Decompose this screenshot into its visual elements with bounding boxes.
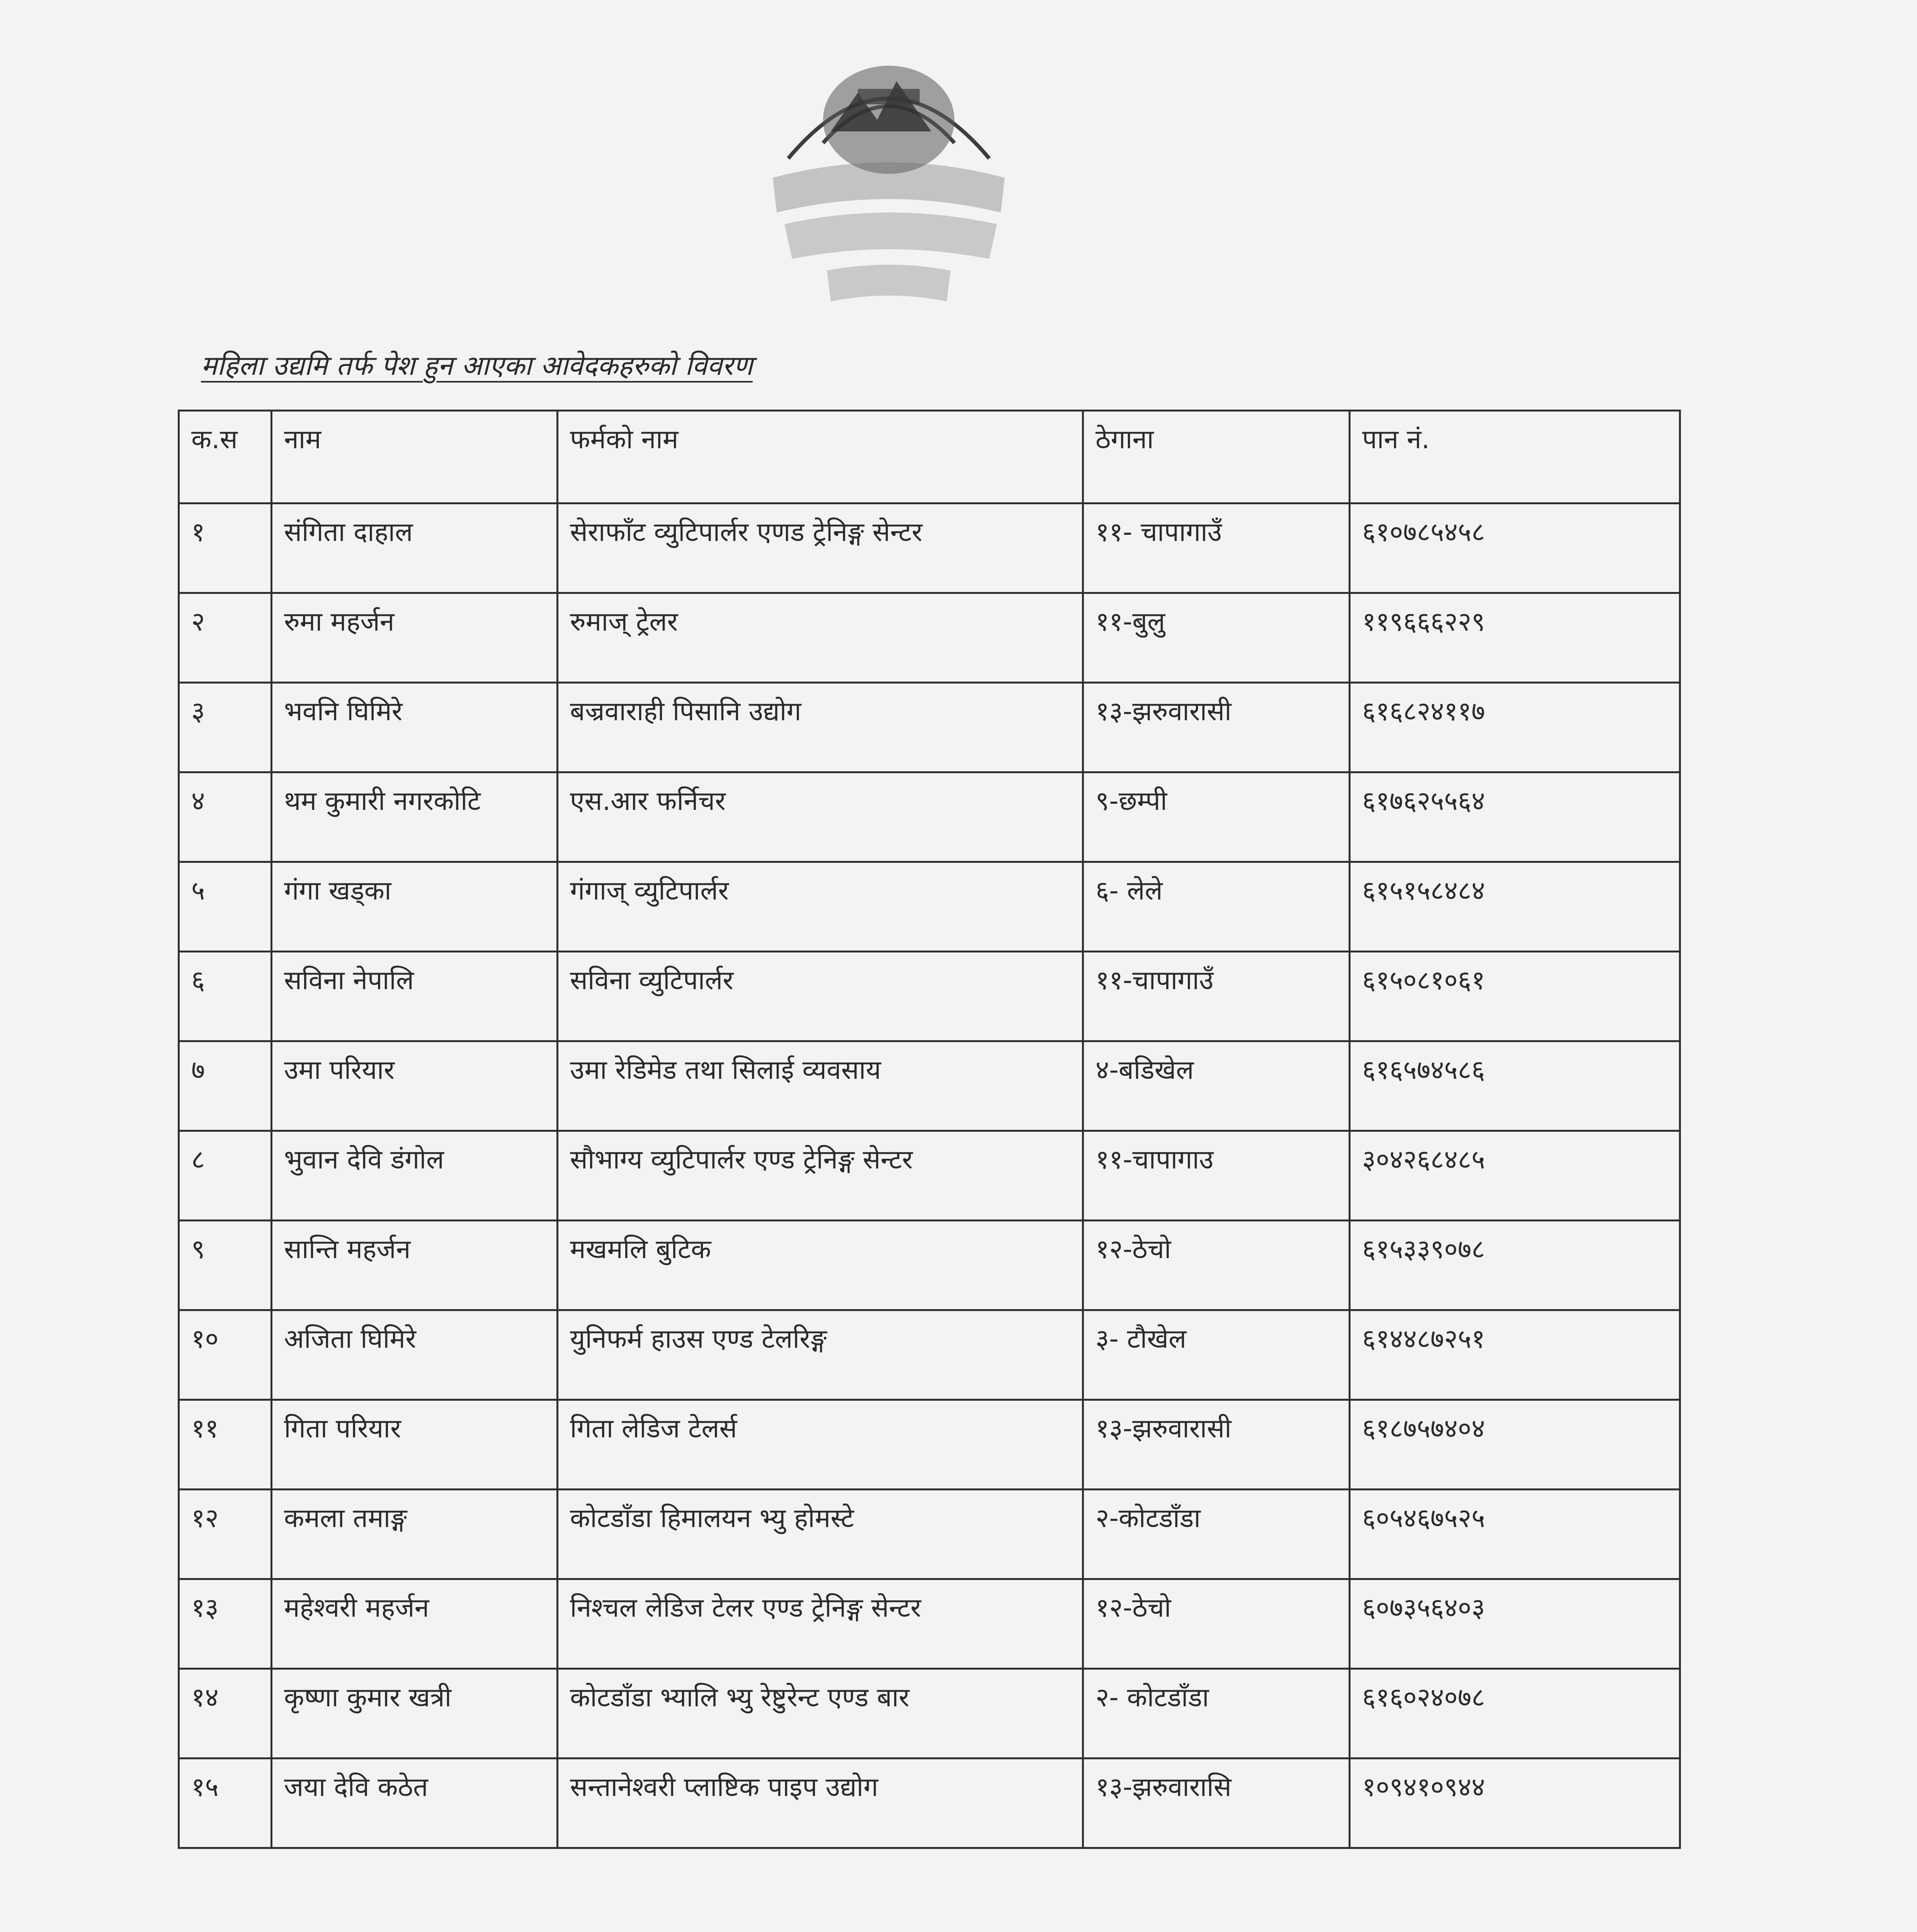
cell-name: भवनि घिमिरे — [272, 683, 558, 772]
cell-firm-name: मखमलि बुटिक — [558, 1221, 1083, 1310]
cell-address: २- कोटडाँडा — [1083, 1669, 1350, 1759]
cell-address: १२-ठेचो — [1083, 1579, 1350, 1669]
cell-sn: १२ — [179, 1490, 272, 1579]
cell-address: ६- लेले — [1083, 862, 1350, 952]
cell-sn: ७ — [179, 1041, 272, 1131]
table-row — [179, 772, 1680, 862]
cell-pan-number: ६१६०२४०७८ — [1350, 1669, 1680, 1759]
cell-address: ९-छम्पी — [1083, 772, 1350, 862]
cell-address: ११-चापागाउँ — [1083, 952, 1350, 1041]
cell-pan-number: ६१८७५७४०४ — [1350, 1400, 1680, 1490]
cell-firm-name: सेराफाँट व्युटिपार्लर एणड ट्रेनिङ्ग सेन्टर — [558, 503, 1083, 593]
cell-sn: ५ — [179, 862, 272, 952]
header-address: ठेगाना — [1083, 411, 1350, 503]
cell-firm-name: कोटडाँडा भ्यालि भ्यु रेष्टुरेन्ट एण्ड बार — [558, 1669, 1083, 1759]
cell-pan-number: ६१५१५८४८४ — [1350, 862, 1680, 952]
cell-address: १३-झरुवारासि — [1083, 1759, 1350, 1848]
table-row — [179, 1669, 1680, 1759]
cell-firm-name: निश्चल लेडिज टेलर एण्ड ट्रेनिङ्ग सेन्टर — [558, 1579, 1083, 1669]
cell-sn: २ — [179, 593, 272, 683]
cell-sn: १ — [179, 503, 272, 593]
cell-name: भुवान देवि डंगोल — [272, 1131, 558, 1221]
cell-sn: १० — [179, 1310, 272, 1400]
cell-address: १३-झरुवारासी — [1083, 683, 1350, 772]
header-pan-number: पान नं. — [1350, 411, 1680, 503]
cell-sn: ८ — [179, 1131, 272, 1221]
cell-firm-name: बज्रवाराही पिसानि उद्योग — [558, 683, 1083, 772]
women-entrepreneur-table-body — [179, 411, 1680, 1848]
table-row — [179, 1221, 1680, 1310]
cell-pan-number: ६१५०८१०६१ — [1350, 952, 1680, 1041]
cell-sn: १३ — [179, 1579, 272, 1669]
cell-firm-name: एस.आर फर्निचर — [558, 772, 1083, 862]
header-firm-name: फर्मको नाम — [558, 411, 1083, 503]
section1-heading: महिला उद्यमि तर्फ पेश हुन आएका आवेदकहरुको विवरण — [201, 350, 753, 381]
cell-pan-number: १०९४१०९४४ — [1350, 1759, 1680, 1848]
cell-firm-name: सौभाग्य व्युटिपार्लर एण्ड ट्रेनिङ्ग सेन्टर — [558, 1131, 1083, 1221]
cell-name: कृष्णा कुमार खत्री — [272, 1669, 558, 1759]
cell-sn: १४ — [179, 1669, 272, 1759]
cell-name: सविना नेपालि — [272, 952, 558, 1041]
table-row — [179, 952, 1680, 1041]
cell-name: कमला तमाङ्ग — [272, 1490, 558, 1579]
cell-pan-number: ६०५४६७५२५ — [1350, 1490, 1680, 1579]
table-row — [179, 1400, 1680, 1490]
cell-address: ३- टौखेल — [1083, 1310, 1350, 1400]
women-entrepreneur-table — [178, 410, 1681, 1849]
table-row — [179, 1041, 1680, 1131]
cell-address: १२-ठेचो — [1083, 1221, 1350, 1310]
cell-firm-name: युनिफर्म हाउस एण्ड टेलरिङ्ग — [558, 1310, 1083, 1400]
table-row — [179, 503, 1680, 593]
cell-pan-number: ६१६५७४५८६ — [1350, 1041, 1680, 1131]
cell-pan-number: ६१०७८५४५८ — [1350, 503, 1680, 593]
cell-pan-number: ११९६६६२२९ — [1350, 593, 1680, 683]
cell-firm-name: गिता लेडिज टेलर्स — [558, 1400, 1083, 1490]
cell-firm-name: कोटडाँडा हिमालयन भ्यु होमस्टे — [558, 1490, 1083, 1579]
cell-sn: ९ — [179, 1221, 272, 1310]
cell-pan-number: ६१७६२५५६४ — [1350, 772, 1680, 862]
table-row — [179, 1490, 1680, 1579]
cell-address: ११- चापागाउँ — [1083, 503, 1350, 593]
table-row — [179, 1579, 1680, 1669]
cell-pan-number: ३०४२६८४८५ — [1350, 1131, 1680, 1221]
header-sn: क.स — [179, 411, 272, 503]
table-row — [179, 683, 1680, 772]
cell-firm-name: सविना व्युटिपार्लर — [558, 952, 1083, 1041]
cell-address: २-कोटडाँडा — [1083, 1490, 1350, 1579]
cell-pan-number: ६०७३५६४०३ — [1350, 1579, 1680, 1669]
table-row — [179, 593, 1680, 683]
cell-name: उमा परियार — [272, 1041, 558, 1131]
cell-firm-name: उमा रेडिमेड तथा सिलाई व्यवसाय — [558, 1041, 1083, 1131]
cell-name: रुमा महर्जन — [272, 593, 558, 683]
cell-sn: ११ — [179, 1400, 272, 1490]
cell-name: संगिता दाहाल — [272, 503, 558, 593]
cell-name: महेश्वरी महर्जन — [272, 1579, 558, 1669]
cell-sn: १५ — [179, 1759, 272, 1848]
cell-address: ११-चापागाउ — [1083, 1131, 1350, 1221]
table-row — [179, 1131, 1680, 1221]
table-row — [179, 862, 1680, 952]
cell-sn: ६ — [179, 952, 272, 1041]
cell-address: ४-बडिखेल — [1083, 1041, 1350, 1131]
cell-pan-number: ६१४४८७२५१ — [1350, 1310, 1680, 1400]
cell-address: ११-बुलु — [1083, 593, 1350, 683]
cell-name: थम कुमारी नगरकोटि — [272, 772, 558, 862]
table-row — [179, 1759, 1680, 1848]
cell-name: सान्ति महर्जन — [272, 1221, 558, 1310]
municipality-seal — [730, 31, 1047, 325]
table-header-row — [179, 411, 1680, 503]
cell-name: जया देवि कठेत — [272, 1759, 558, 1848]
cell-address: १३-झरुवारासी — [1083, 1400, 1350, 1490]
cell-firm-name: गंगाज् व्युटिपार्लर — [558, 862, 1083, 952]
cell-sn: ४ — [179, 772, 272, 862]
cell-sn: ३ — [179, 683, 272, 772]
header-name: नाम — [272, 411, 558, 503]
table-row — [179, 1310, 1680, 1400]
cell-pan-number: ६१६८२४११७ — [1350, 683, 1680, 772]
cell-name: गंगा खड्का — [272, 862, 558, 952]
cell-firm-name: सन्तानेश्वरी प्लाष्टिक पाइप उद्योग — [558, 1759, 1083, 1848]
cell-pan-number: ६१५३३९०७८ — [1350, 1221, 1680, 1310]
cell-firm-name: रुमाज् ट्रेलर — [558, 593, 1083, 683]
cell-name: अजिता घिमिरे — [272, 1310, 558, 1400]
cell-name: गिता परियार — [272, 1400, 558, 1490]
